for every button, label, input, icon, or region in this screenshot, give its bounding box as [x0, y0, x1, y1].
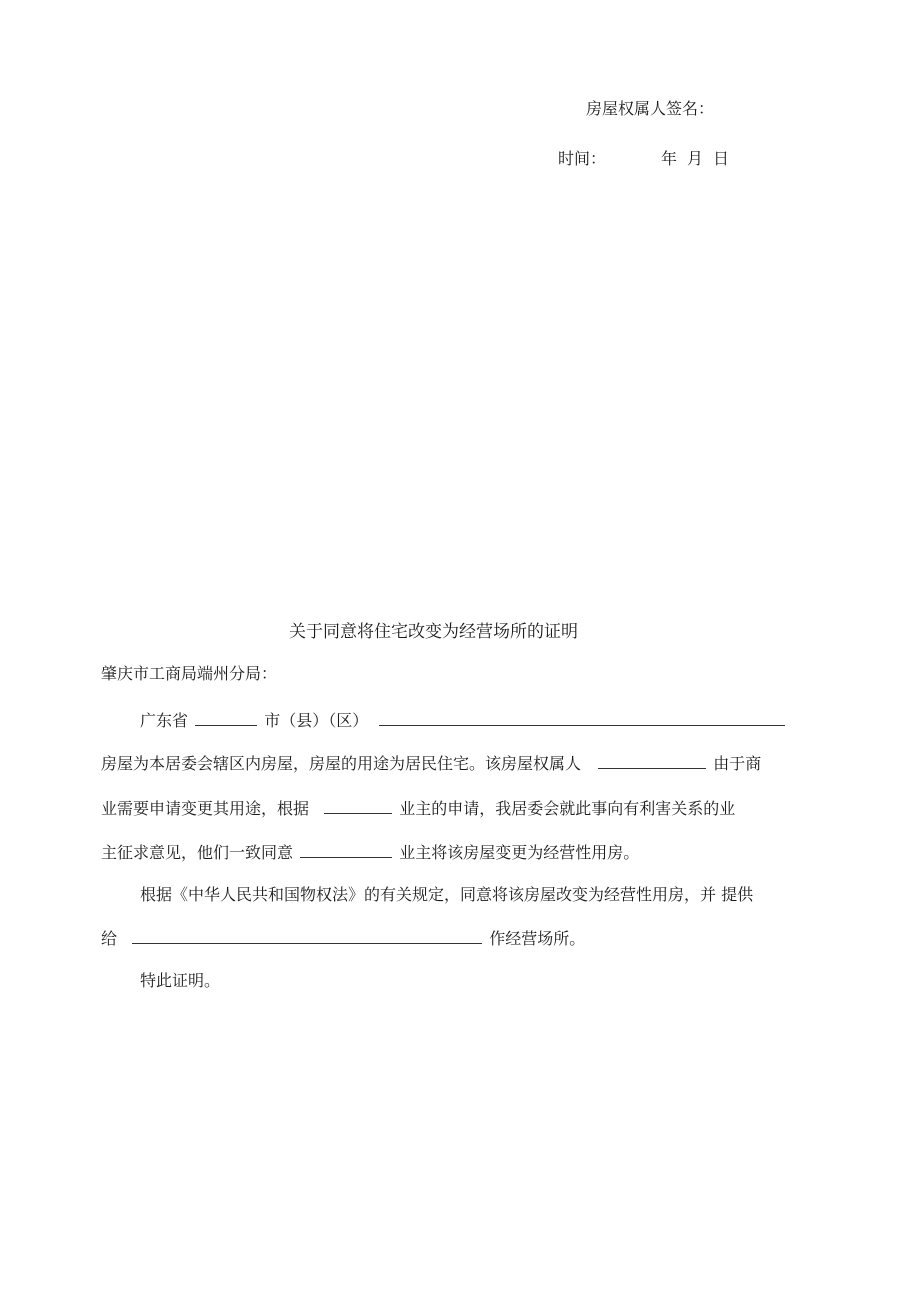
line3-head: 业需要申请变更其用途，根据 [101, 799, 310, 818]
applicant-blank[interactable] [324, 798, 392, 814]
signature-date-row [558, 149, 730, 169]
body-line-4 [101, 842, 639, 863]
year-label: 年 [661, 149, 678, 168]
document-title: 关于同意将住宅改变为经营场所的证明 [289, 622, 578, 642]
city-county-district-text: 市（县）（区） [264, 711, 369, 730]
line3-tail: 业主的申请，我居委会就此事向有利害关系的业 [399, 799, 736, 818]
city-blank[interactable] [195, 710, 257, 726]
month-label: 月 [687, 149, 704, 168]
body-line-6 [101, 928, 585, 949]
owner-name-blank[interactable] [598, 753, 706, 769]
closing-statement: 特此证明。 [140, 971, 221, 990]
day-label: 日 [713, 149, 730, 168]
body-line-3 [101, 798, 735, 819]
line6-head: 给 [101, 929, 118, 948]
line2-tail: 由于商 [713, 754, 762, 773]
line6-tail: 作经营场所。 [489, 929, 586, 948]
line2-text: 房屋为本居委会辖区内房屋，房屋的用途为居民住宅。该房屋权属人 [101, 754, 582, 773]
address-blank[interactable] [379, 710, 785, 726]
line4-head: 主征求意见，他们一致同意 [101, 843, 294, 862]
consent-owner-blank[interactable] [300, 842, 392, 858]
body-line-5: 根据《中华人民共和国物权法》的有关规定，同意将该房屋改变为经营性用房，并 提供 [140, 885, 754, 904]
addressee: 肇庆市工商局端州分局： [101, 664, 278, 683]
line4-tail: 业主将该房屋变更为经营性用房。 [399, 843, 640, 862]
business-name-blank[interactable] [132, 928, 482, 944]
province-text: 广东省 [140, 711, 189, 730]
time-label: 时间： [558, 149, 607, 168]
body-line-2 [101, 753, 761, 774]
body-line-1 [140, 710, 785, 731]
owner-signature-label: 房屋权属人签名： [586, 99, 715, 118]
